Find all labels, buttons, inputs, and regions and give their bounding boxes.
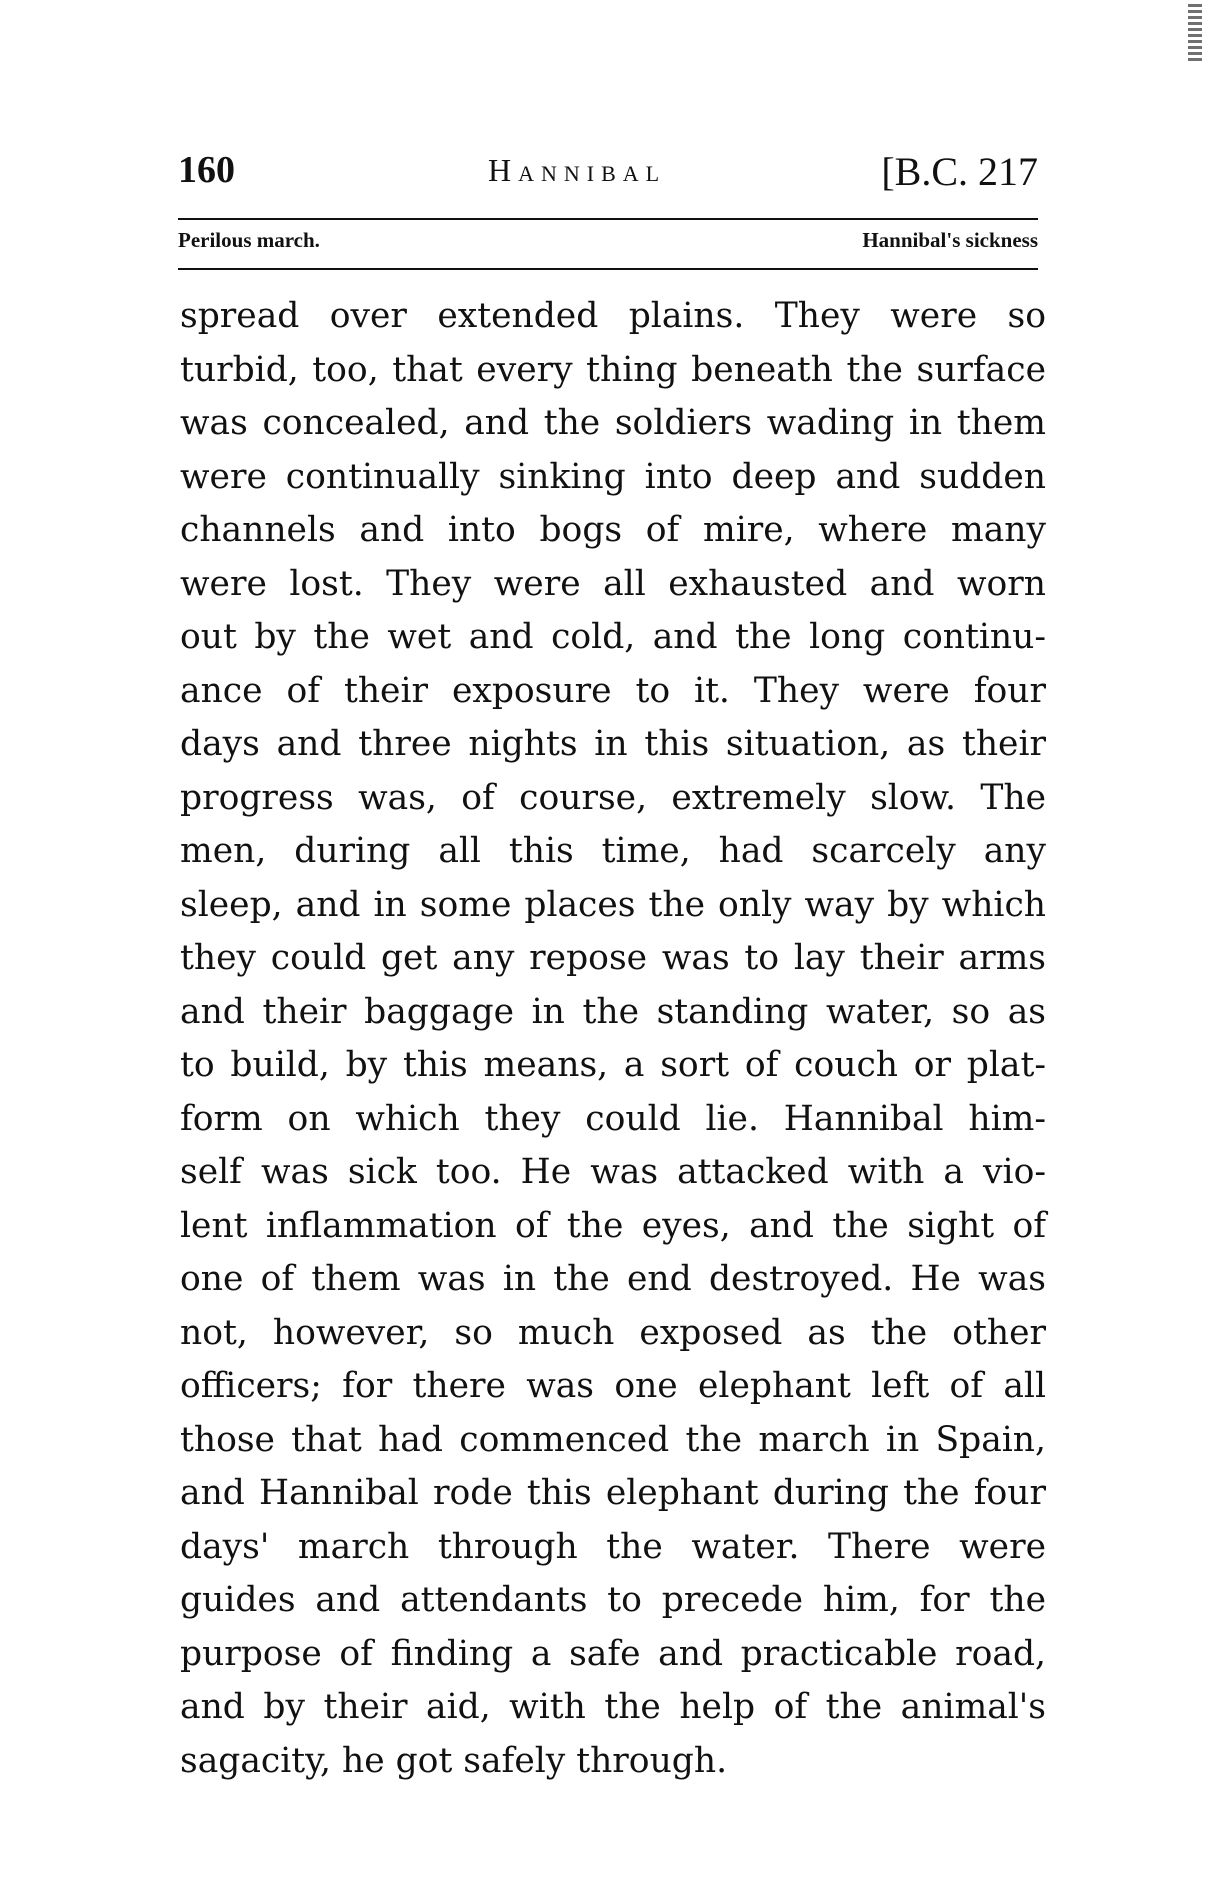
text-line: and by their aid, with the help of the animal's [180,1687,1046,1727]
text-line: spread over extended plains. They were so [180,296,1046,336]
text-line: and Hannibal rode this elephant during the four [180,1473,1046,1513]
running-date: [B.C. 217 [881,149,1038,194]
text-line: to build, by this means, a sort of couch or plat- [180,1045,1046,1085]
text-line: turbid, too, that every thing beneath the surface [180,349,1046,390]
text-line: days and three nights in this situation, as their [180,724,1046,764]
text-line: lent inflammation of the eyes, and the sight of [180,1205,1046,1246]
header-rule-top [178,218,1038,220]
scan-edge-mark [1188,4,1202,64]
text-line: out by the wet and cold, and the long continu- [180,617,1046,657]
page-number: 160 [178,149,235,191]
marginal-notes [178,228,1038,258]
text-line: ance of their exposure to it. They were four [180,670,1046,711]
text-line: form on which they could lie. Hannibal him- [180,1098,1046,1139]
text-line: and their baggage in the standing water, so as [180,991,1046,1032]
text-line: were continually sinking into deep and sudden [180,456,1046,497]
marginal-note-right: Hannibal's sickness [862,228,1038,252]
text-line: officers; for there was one elephant left of all [180,1366,1046,1406]
text-line: not, however, so much exposed as the other [180,1312,1046,1353]
header-rule-bottom [178,268,1038,270]
running-title: Hannibal [488,152,667,188]
text-line: self was sick too. He was attacked with a vio- [180,1152,1046,1192]
text-line: sagacity, he got safely through. [180,1740,728,1781]
text-line: were lost. They were all exhausted and worn [180,563,1046,604]
text-line: progress was, of course, extremely slow. The [180,777,1046,818]
text-line: men, during all this time, had scarcely any [180,831,1046,871]
text-line: was concealed, and the soldiers wading in them [180,403,1046,443]
text-line: those that had commenced the march in Spain, [180,1419,1046,1460]
text-line: they could get any repose was to lay their arms [180,938,1046,978]
body-paragraph [180,290,1046,1788]
text-line: days' march through the water. There were [180,1526,1046,1567]
text-line: guides and attendants to precede him, for the [180,1580,1046,1620]
text-line: sleep, and in some places the only way by which [180,884,1046,925]
running-head [178,148,1038,198]
text-line: one of them was in the end destroyed. He was [180,1259,1046,1299]
marginal-note-left: Perilous march. [178,228,320,252]
text-line: purpose of finding a safe and practicable road, [180,1633,1046,1674]
text-line: channels and into bogs of mire, where many [180,510,1046,550]
